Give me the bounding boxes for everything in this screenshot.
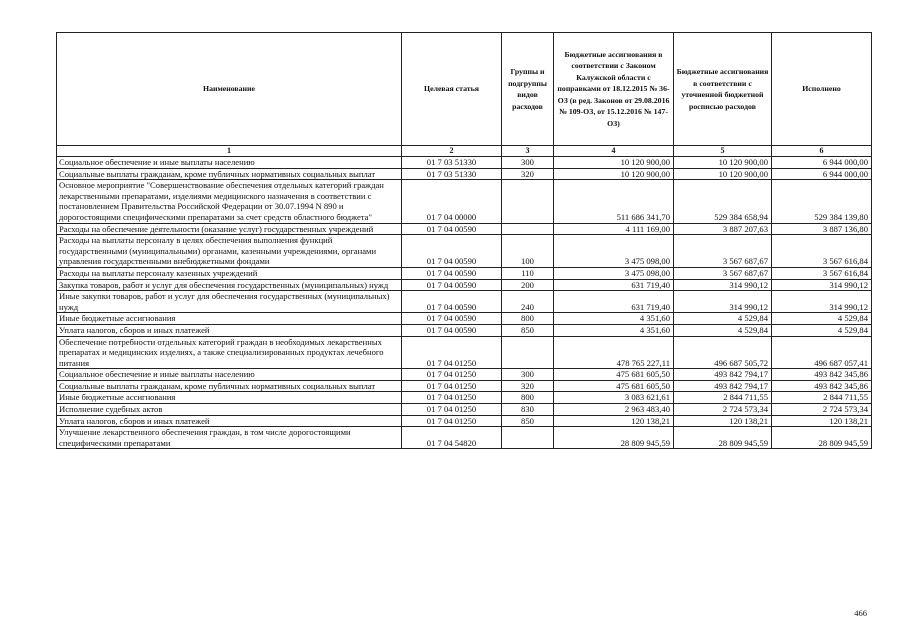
row-amount-law: 10 120 900,00 bbox=[554, 157, 674, 169]
row-name: Исполнение судебных актов bbox=[57, 404, 402, 416]
table-row bbox=[57, 427, 872, 449]
row-target-code: 01 7 03 51330 bbox=[402, 168, 502, 180]
row-group-code: 800 bbox=[502, 313, 554, 325]
row-amount-plan: 120 138,21 bbox=[674, 415, 772, 427]
row-amount-law: 4 351,60 bbox=[554, 313, 674, 325]
row-amount-law: 631 719,40 bbox=[554, 291, 674, 313]
row-name: Иные закупки товаров, работ и услуг для обеспечения государственных (муниципальных) нужд bbox=[57, 291, 402, 313]
row-group-code: 850 bbox=[502, 415, 554, 427]
row-amount-law: 478 765 227,11 bbox=[554, 336, 674, 369]
row-amount-executed: 493 842 345,86 bbox=[772, 369, 872, 381]
row-name: Основное мероприятие "Совершенствование обеспечения отдельных категорий граждан лекарственными препаратами, изделиями медицинского назначения в соответствии с постановлением Правительства Российской Федерации от 30.07.1994 N 890 и дорогостоящими специфическими препаратами за счет средств областного бюджета" bbox=[57, 180, 402, 223]
row-amount-law: 3 475 098,00 bbox=[554, 235, 674, 268]
row-target-code: 01 7 04 01250 bbox=[402, 404, 502, 416]
table-body bbox=[57, 157, 872, 449]
row-amount-executed: 28 809 945,59 bbox=[772, 427, 872, 449]
row-group-code: 830 bbox=[502, 404, 554, 416]
row-amount-plan: 10 120 900,00 bbox=[674, 168, 772, 180]
row-amount-plan: 493 842 794,17 bbox=[674, 380, 772, 392]
header-budget-law: Бюджетные ассигнования в соответствии с Законом Калужской области с поправками от 18.12.2015 № 36-ОЗ (в ред. Законов от 29.08.2016 № 109-ОЗ, от 15.12.2016 № 147-ОЗ) bbox=[554, 33, 674, 146]
row-amount-law: 28 809 945,59 bbox=[554, 427, 674, 449]
row-group-code bbox=[502, 180, 554, 223]
row-amount-executed: 314 990,12 bbox=[772, 291, 872, 313]
row-amount-plan: 4 529,84 bbox=[674, 313, 772, 325]
header-name: Наименование bbox=[57, 33, 402, 146]
table-row bbox=[57, 415, 872, 427]
row-amount-executed: 3 567 616,84 bbox=[772, 235, 872, 268]
header-row bbox=[57, 33, 872, 146]
row-amount-executed: 493 842 345,86 bbox=[772, 380, 872, 392]
row-amount-executed: 3 887 136,80 bbox=[772, 223, 872, 235]
row-target-code: 01 7 04 00590 bbox=[402, 235, 502, 268]
row-target-code: 01 7 04 00000 bbox=[402, 180, 502, 223]
header-budget-plan: Бюджетные ассигнования в соответствии с уточненной бюджетной росписью расходов bbox=[674, 33, 772, 146]
row-amount-plan: 2 724 573,34 bbox=[674, 404, 772, 416]
row-name: Социальные выплаты гражданам, кроме публичных нормативных социальных выплат bbox=[57, 380, 402, 392]
row-amount-executed: 4 529,84 bbox=[772, 324, 872, 336]
column-number: 4 bbox=[554, 146, 674, 157]
table-row bbox=[57, 180, 872, 223]
row-name: Расходы на выплаты персоналу в целях обеспечения выполнения функций государственными (муниципальными) органами, казенными учреждениями, органами управления государственными внебюджетными фондами bbox=[57, 235, 402, 268]
row-name: Расходы на выплаты персоналу казенных учреждений bbox=[57, 267, 402, 279]
row-target-code: 01 7 04 00590 bbox=[402, 291, 502, 313]
header-executed: Исполнено bbox=[772, 33, 872, 146]
column-number: 5 bbox=[674, 146, 772, 157]
table-row bbox=[57, 324, 872, 336]
row-amount-law: 475 681 605,50 bbox=[554, 380, 674, 392]
row-target-code: 01 7 04 00590 bbox=[402, 267, 502, 279]
header-groups: Группы и подгруппы видов расходов bbox=[502, 33, 554, 146]
row-amount-executed: 4 529,84 bbox=[772, 313, 872, 325]
row-amount-executed: 6 944 000,00 bbox=[772, 168, 872, 180]
row-target-code: 01 7 04 00590 bbox=[402, 313, 502, 325]
row-target-code: 01 7 04 01250 bbox=[402, 336, 502, 369]
row-name: Закупка товаров, работ и услуг для обеспечения государственных (муниципальных) нужд bbox=[57, 279, 402, 291]
row-name: Социальное обеспечение и иные выплаты населению bbox=[57, 369, 402, 381]
row-amount-law: 3 475 098,00 bbox=[554, 267, 674, 279]
table-row bbox=[57, 223, 872, 235]
page-number: 466 bbox=[854, 608, 867, 618]
row-group-code: 800 bbox=[502, 392, 554, 404]
row-amount-plan: 3 567 687,67 bbox=[674, 235, 772, 268]
budget-table bbox=[56, 32, 872, 449]
column-number: 1 bbox=[57, 146, 402, 157]
row-target-code: 01 7 04 01250 bbox=[402, 392, 502, 404]
row-group-code bbox=[502, 427, 554, 449]
row-amount-law: 10 120 900,00 bbox=[554, 168, 674, 180]
row-group-code bbox=[502, 223, 554, 235]
row-target-code: 01 7 04 00590 bbox=[402, 279, 502, 291]
row-amount-law: 4 111 169,00 bbox=[554, 223, 674, 235]
row-group-code: 320 bbox=[502, 168, 554, 180]
row-target-code: 01 7 04 01250 bbox=[402, 415, 502, 427]
row-group-code: 100 bbox=[502, 235, 554, 268]
row-amount-law: 511 686 341,70 bbox=[554, 180, 674, 223]
row-group-code: 200 bbox=[502, 279, 554, 291]
table-row bbox=[57, 313, 872, 325]
table-row bbox=[57, 267, 872, 279]
table-row bbox=[57, 291, 872, 313]
row-amount-plan: 3 887 207,63 bbox=[674, 223, 772, 235]
row-amount-plan: 2 844 711,55 bbox=[674, 392, 772, 404]
row-amount-executed: 3 567 616,84 bbox=[772, 267, 872, 279]
budget-sheet bbox=[56, 32, 871, 449]
row-amount-executed: 2 844 711,55 bbox=[772, 392, 872, 404]
header-target: Целевая статья bbox=[402, 33, 502, 146]
row-group-code: 300 bbox=[502, 157, 554, 169]
row-amount-plan: 493 842 794,17 bbox=[674, 369, 772, 381]
row-amount-law: 120 138,21 bbox=[554, 415, 674, 427]
row-target-code: 01 7 04 00590 bbox=[402, 324, 502, 336]
row-amount-executed: 529 384 139,80 bbox=[772, 180, 872, 223]
row-group-code: 850 bbox=[502, 324, 554, 336]
row-name: Социальное обеспечение и иные выплаты населению bbox=[57, 157, 402, 169]
row-target-code: 01 7 03 51330 bbox=[402, 157, 502, 169]
row-amount-law: 475 681 605,50 bbox=[554, 369, 674, 381]
row-target-code: 01 7 04 01250 bbox=[402, 380, 502, 392]
row-name: Обеспечение потребности отдельных категорий граждан в необходимых лекарственных препаратах и медицинских изделиях, а также специализированных продуктах лечебного питания bbox=[57, 336, 402, 369]
row-amount-executed: 314 990,12 bbox=[772, 279, 872, 291]
table-row bbox=[57, 168, 872, 180]
table-row bbox=[57, 369, 872, 381]
row-amount-executed: 6 944 000,00 bbox=[772, 157, 872, 169]
row-amount-plan: 496 687 505,72 bbox=[674, 336, 772, 369]
row-target-code: 01 7 04 01250 bbox=[402, 369, 502, 381]
column-number: 2 bbox=[402, 146, 502, 157]
table-row bbox=[57, 279, 872, 291]
row-name: Социальные выплаты гражданам, кроме публичных нормативных социальных выплат bbox=[57, 168, 402, 180]
row-group-code bbox=[502, 336, 554, 369]
row-amount-plan: 28 809 945,59 bbox=[674, 427, 772, 449]
row-name: Иные бюджетные ассигнования bbox=[57, 313, 402, 325]
column-number: 3 bbox=[502, 146, 554, 157]
table-row bbox=[57, 157, 872, 169]
row-amount-law: 631 719,40 bbox=[554, 279, 674, 291]
row-amount-law: 2 963 483,40 bbox=[554, 404, 674, 416]
row-amount-plan: 3 567 687,67 bbox=[674, 267, 772, 279]
row-name: Улучшение лекарственного обеспечения граждан, в том числе дорогостоящими специфическими препаратами bbox=[57, 427, 402, 449]
row-name: Уплата налогов, сборов и иных платежей bbox=[57, 415, 402, 427]
row-amount-executed: 120 138,21 bbox=[772, 415, 872, 427]
table-row bbox=[57, 336, 872, 369]
row-target-code: 01 7 04 54820 bbox=[402, 427, 502, 449]
table-row bbox=[57, 235, 872, 268]
row-amount-law: 4 351,60 bbox=[554, 324, 674, 336]
row-name: Уплата налогов, сборов и иных платежей bbox=[57, 324, 402, 336]
row-amount-plan: 314 990,12 bbox=[674, 291, 772, 313]
table-row bbox=[57, 392, 872, 404]
row-amount-plan: 4 529,84 bbox=[674, 324, 772, 336]
row-amount-plan: 10 120 900,00 bbox=[674, 157, 772, 169]
row-name: Расходы на обеспечение деятельности (оказание услуг) государственных учреждений bbox=[57, 223, 402, 235]
table-row bbox=[57, 380, 872, 392]
row-target-code: 01 7 04 00590 bbox=[402, 223, 502, 235]
row-amount-law: 3 083 621,61 bbox=[554, 392, 674, 404]
row-amount-plan: 314 990,12 bbox=[674, 279, 772, 291]
row-amount-executed: 496 687 057,41 bbox=[772, 336, 872, 369]
row-group-code: 300 bbox=[502, 369, 554, 381]
row-amount-plan: 529 384 658,94 bbox=[674, 180, 772, 223]
table-row bbox=[57, 404, 872, 416]
row-group-code: 240 bbox=[502, 291, 554, 313]
column-number-row bbox=[57, 146, 872, 157]
column-number: 6 bbox=[772, 146, 872, 157]
row-group-code: 110 bbox=[502, 267, 554, 279]
row-amount-executed: 2 724 573,34 bbox=[772, 404, 872, 416]
row-name: Иные бюджетные ассигнования bbox=[57, 392, 402, 404]
row-group-code: 320 bbox=[502, 380, 554, 392]
